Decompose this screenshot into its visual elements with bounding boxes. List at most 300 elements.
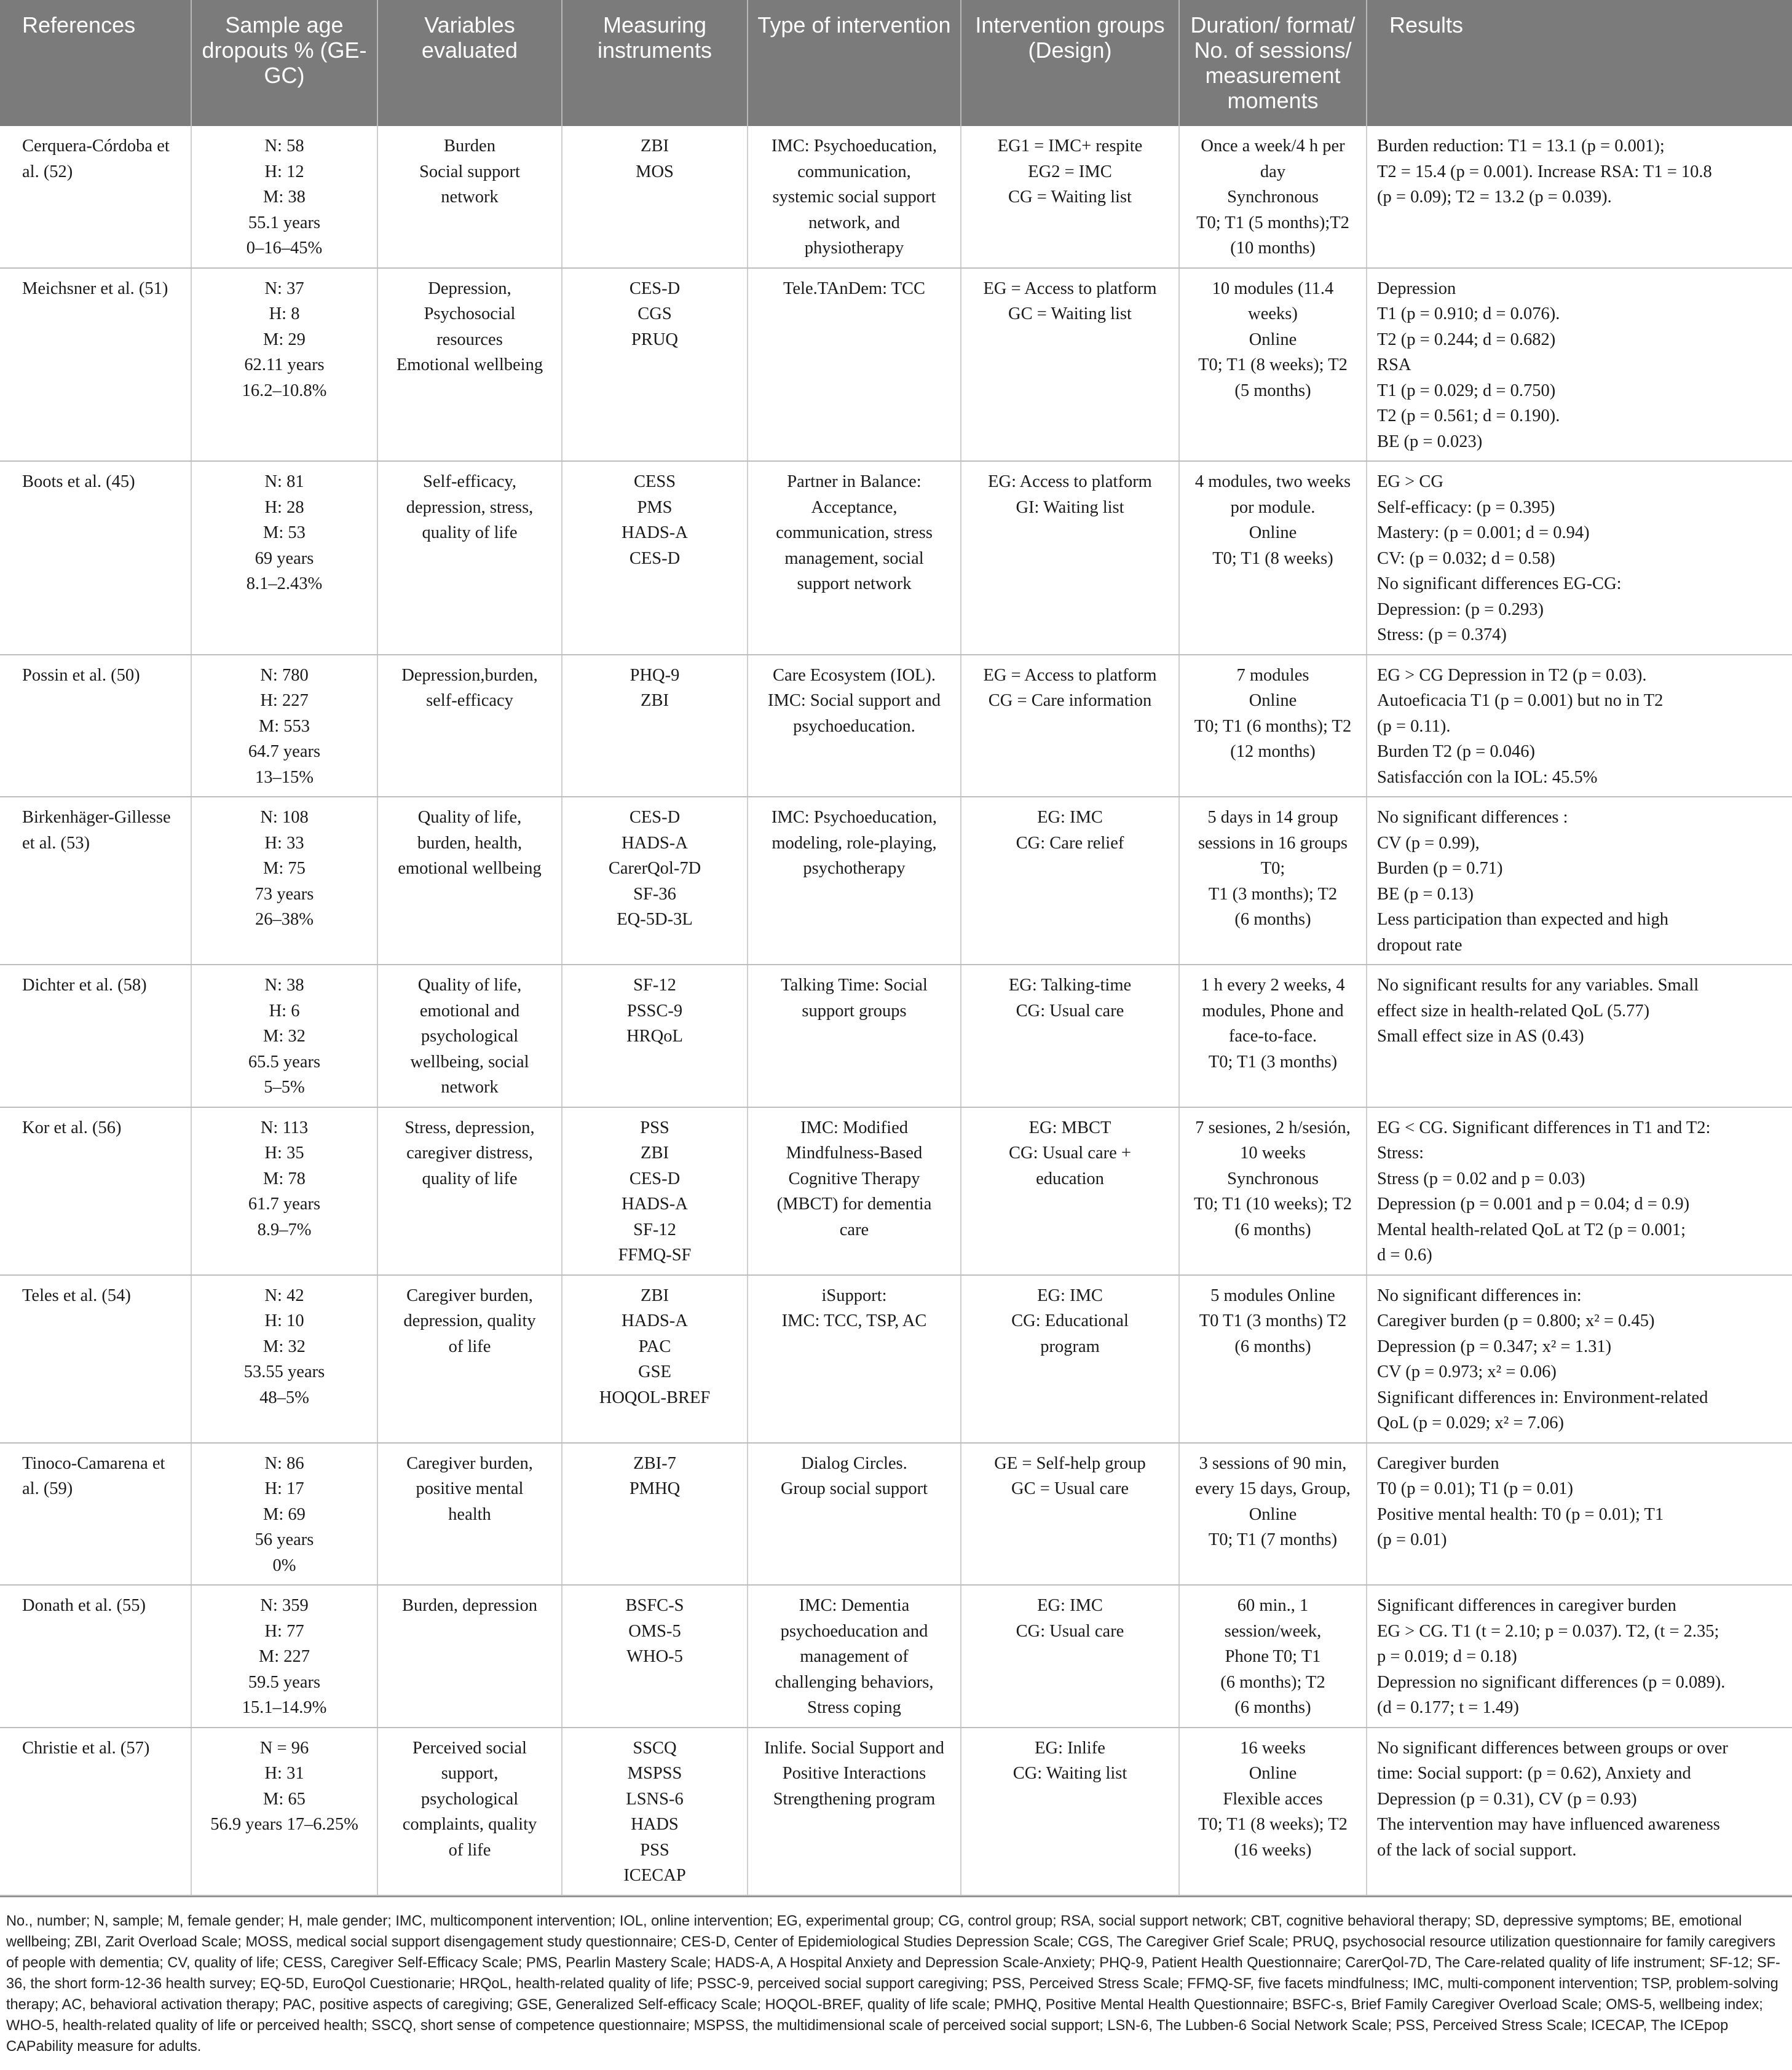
groups-cell [961, 1107, 1179, 1275]
groups-line: CG: Care relief [1016, 833, 1124, 853]
sample-line: N: 37 [264, 279, 304, 298]
intervention-line: (MBCT) for dementia [776, 1195, 932, 1214]
results-line: Stress (p = 0.02 and p = 0.03) [1377, 1169, 1585, 1188]
variables-cell [377, 1585, 562, 1728]
sample-line: N: 359 [260, 1596, 309, 1615]
duration-line: every 15 days, Group, [1195, 1479, 1351, 1498]
instruments-cell [562, 1585, 748, 1728]
intervention-cell [748, 461, 961, 655]
instruments-line: PSS [640, 1118, 669, 1137]
instruments-line: OMS-5 [628, 1621, 681, 1641]
duration-line: Once a week/4 h per day [1201, 136, 1349, 181]
variables-line: Burden [444, 136, 495, 156]
sample-line: H: 17 [264, 1479, 304, 1498]
instruments-line: CESS [633, 472, 676, 491]
results-line: Burden T2 (p = 0.046) [1377, 742, 1535, 761]
variables-line: emotional and [419, 1001, 520, 1021]
variables-line: quality of life [422, 1169, 518, 1188]
results-line: QoL (p = 0.029; x² = 7.06) [1377, 1413, 1565, 1432]
groups-cell [961, 1585, 1179, 1728]
instruments-line: BSFC-S [625, 1596, 684, 1615]
results-line: T2 (p = 0.244; d = 0.682) [1377, 330, 1556, 349]
instruments-cell [562, 797, 748, 965]
instruments-cell [562, 268, 748, 462]
results-line: effect size in health-related QoL (5.77) [1377, 1001, 1650, 1021]
variables-cell [377, 1443, 562, 1586]
intervention-line: Inlife. Social Support and [764, 1738, 944, 1758]
intervention-line: support groups [802, 1001, 907, 1021]
sample-line: 64.7 years [248, 742, 321, 761]
reference-cell: Tinoco-Camarena et al. (59) [0, 1443, 191, 1586]
results-line: Stress: [1377, 1144, 1424, 1163]
results-line: No significant differences in: [1377, 1286, 1582, 1305]
duration-line: 7 modules [1236, 665, 1309, 685]
duration-line: Online [1249, 1504, 1297, 1524]
sample-line: 55.1 years [248, 213, 321, 232]
groups-cell [961, 461, 1179, 655]
duration-cell [1179, 1443, 1367, 1586]
intervention-line: network, and [808, 213, 900, 232]
duration-cell [1179, 797, 1367, 965]
groups-line: CG: Usual care + [1009, 1144, 1131, 1163]
variables-line: Stress, depression, [405, 1118, 535, 1137]
sample-line: M: 32 [263, 1027, 306, 1046]
groups-line: GC = Usual care [1011, 1479, 1129, 1498]
instruments-line: SF-12 [633, 1220, 676, 1239]
sample-line: H: 28 [264, 497, 304, 517]
intervention-line: psychoeducation and [780, 1621, 928, 1641]
duration-line: (10 months) [1230, 239, 1316, 258]
instruments-line: PSS [640, 1840, 669, 1860]
results-line: Significant differences in: Environment-related [1377, 1388, 1708, 1407]
groups-line: education [1036, 1169, 1104, 1188]
groups-line: CG: Waiting list [1012, 1764, 1127, 1783]
sample-cell [191, 1443, 377, 1586]
table-body [0, 126, 1792, 1895]
sample-line: 73 years [255, 884, 314, 904]
intervention-cell [748, 126, 961, 268]
sample-line: 8.1–2.43% [246, 574, 323, 593]
duration-cell [1179, 1107, 1367, 1275]
table-row [0, 126, 1792, 268]
results-line: Caregiver burden (p = 0.800; x² = 0.45) [1377, 1311, 1655, 1330]
sample-line: 15.1–14.9% [242, 1698, 327, 1717]
variables-line: Burden, depression [401, 1596, 538, 1615]
sample-line: N: 81 [264, 472, 304, 491]
instruments-cell [562, 1275, 748, 1443]
duration-line: T0 T1 (3 months) T2 [1199, 1311, 1347, 1330]
sample-line: M: 29 [263, 330, 306, 349]
results-line: (p = 0.11). [1377, 716, 1451, 736]
sample-cell [191, 268, 377, 462]
intervention-line: support network [797, 574, 912, 593]
header-results: Results [1367, 0, 1792, 126]
variables-line: resources [436, 330, 503, 349]
results-line: Significant differences in caregiver burden [1377, 1596, 1676, 1615]
results-cell [1367, 1275, 1792, 1443]
reference-cell: Kor et al. (56) [0, 1107, 191, 1275]
groups-line: EG: Access to platform [988, 472, 1152, 491]
intervention-line: management, social [784, 548, 924, 568]
groups-cell [961, 1275, 1179, 1443]
instruments-line: CES-D [629, 279, 681, 298]
results-line: BE (p = 0.13) [1377, 884, 1474, 904]
variables-cell [377, 126, 562, 268]
duration-line: 4 modules, two weeks [1194, 472, 1351, 491]
sample-line: H: 77 [264, 1621, 304, 1641]
duration-line: (16 weeks) [1234, 1840, 1312, 1860]
results-line: time: Social support: (p = 0.62), Anxiety and [1377, 1764, 1691, 1783]
instruments-line: SF-36 [633, 884, 676, 904]
variables-line: support, [441, 1764, 499, 1783]
groups-line: GE = Self-help group [994, 1453, 1146, 1473]
sample-cell [191, 797, 377, 965]
intervention-line: care [839, 1220, 869, 1239]
instruments-cell [562, 126, 748, 268]
results-line: EG > CG Depression in T2 (p = 0.03). [1377, 665, 1647, 685]
intervention-line: Acceptance, [811, 497, 898, 517]
intervention-line: IMC: Dementia [799, 1596, 910, 1615]
intervention-line: iSupport: [821, 1286, 887, 1305]
duration-line: (12 months) [1230, 742, 1316, 761]
variables-line: of life [448, 1840, 491, 1860]
sample-line: N: 38 [264, 976, 304, 995]
variables-line: health [448, 1504, 491, 1524]
variables-line: network [441, 1078, 499, 1097]
sample-line: H: 8 [269, 304, 300, 323]
duration-cell [1179, 1585, 1367, 1728]
variables-line: Caregiver burden, [406, 1453, 533, 1473]
header-intervention-groups: Intervention groups (Design) [961, 0, 1179, 126]
header-duration: Duration/ format/ No. of sessions/ measurement moments [1179, 0, 1367, 126]
header-references: References [0, 0, 191, 126]
sample-line: N: 58 [264, 136, 304, 156]
table-footnote: No., number; N, sample; M, female gender; H, male gender; IMC, multicomponent intervention; IOL, online intervention; EG, experimental group; CG, control group; RSA, social support network; CBT, cognitive behavioral therapy; SD, depressive symptoms; BE, emotional wellbeing; ZBI, Zarit Overload Scale; MOSS, medical social support disengagement study questionnaire; CES-D, Center of Epidemiological Studies Depression Scale; CGS, The Caregiver Grief Scale; PRUQ, psychosocial resource utilization questionnaire for family caregivers of people with dementia; CV, quality of life; CESS, Caregiver Self-Efficacy Scale; PMS, Pearlin Mastery Scale; HADS-A, A Hospital Anxiety and Depression Scale-Anxiety; PHQ-9, Patient Health Questionnaire; CarerQol-7D, The Care-related quality of life instrument; SF-12; SF-36, the short form-12-36 health survey; EQ-5D, EuroQol Cuestionarie; HRQoL, health-related quality of life; PSSC-9, perceived social support caregiving; PSS, Perceived Stress Scale; FFMQ-SF, five facets mindfulness; IMC, multi-component intervention; TSP, problem-solving therapy; AC, behavioral activation therapy; PAC, positive aspects of caregiving; GSE, Generalized Self-efficacy Scale; HOQOL-BREF, quality of life scale; PMHQ, Positive Mental Health Questionnaire; BSFC-s, Brief Family Caregiver Overload Scale; OMS-5, wellbeing index; WHO-5, health-related quality of life or perceived health; SSCQ, short sense of competence questionnaire; MSPSS, the multidimensional scale of perceived social support; LSN-6, The Lubben-6 Social Network Scale; PSS, Perceived Stress Scale; ICECAP, The ICEpop CAPability measure for adults. [0, 1896, 1792, 2057]
instruments-line: PMS [637, 497, 673, 517]
table-header-row [0, 0, 1792, 126]
instruments-line: PMHQ [629, 1479, 681, 1498]
results-line: T2 = 15.4 (p = 0.001). Increase RSA: T1 = 10.8 [1377, 162, 1712, 181]
results-cell [1367, 965, 1792, 1107]
sample-line: M: 69 [263, 1504, 306, 1524]
sample-line: 62.11 years [244, 355, 325, 374]
results-line: CV (p = 0.973; x² = 0.06) [1377, 1362, 1557, 1381]
sample-line: 5–5% [264, 1078, 305, 1097]
variables-line: depression, stress, [406, 497, 534, 517]
sample-line: 26–38% [255, 910, 314, 929]
sample-line: H: 10 [264, 1311, 304, 1330]
results-line: Satisfacción con la IOL: 45.5% [1377, 767, 1598, 787]
instruments-line: SSCQ [633, 1738, 677, 1758]
instruments-line: HRQoL [626, 1027, 683, 1046]
instruments-line: EQ-5D-3L [617, 910, 693, 929]
groups-line: CG: Usual care [1016, 1621, 1124, 1641]
sample-cell [191, 655, 377, 797]
results-line: p = 0.019; d = 0.18) [1377, 1647, 1517, 1666]
instruments-line: HADS-A [622, 833, 688, 853]
groups-line: EG: Inlife [1035, 1738, 1105, 1758]
duration-line: 60 min., 1 session/week, [1224, 1596, 1322, 1641]
variables-line: Social support [419, 162, 520, 181]
groups-line: EG: IMC [1037, 1286, 1103, 1305]
reference-cell: Teles et al. (54) [0, 1275, 191, 1443]
variables-cell [377, 268, 562, 462]
intervention-line: challenging behaviors, [775, 1672, 934, 1692]
instruments-cell [562, 1107, 748, 1275]
instruments-cell [562, 1443, 748, 1586]
instruments-line: HADS [631, 1815, 679, 1834]
intervention-cell [748, 1728, 961, 1895]
intervention-line: communication, stress [776, 523, 933, 542]
table-row [0, 797, 1792, 965]
variables-line: Emotional wellbeing [396, 355, 543, 374]
duration-cell [1179, 1728, 1367, 1895]
groups-line: EG1 = IMC+ respite [997, 136, 1143, 156]
duration-line: (6 months) [1234, 1220, 1311, 1239]
duration-line: 10 modules (11.4 weeks) [1212, 279, 1338, 323]
variables-cell [377, 965, 562, 1107]
variables-line: Quality of life, [417, 976, 522, 995]
results-line: Depression (p = 0.001 and p = 0.04; d = 0.9) [1377, 1195, 1690, 1214]
duration-line: T0; T1 (8 weeks); T2 [1198, 355, 1348, 374]
groups-cell [961, 797, 1179, 965]
table-row [0, 965, 1792, 1107]
sample-line: 48–5% [259, 1388, 309, 1407]
sample-line: M: 53 [263, 523, 306, 542]
intervention-cell [748, 1585, 961, 1728]
results-line: No significant differences : [1377, 808, 1568, 827]
results-line: T0 (p = 0.01); T1 (p = 0.01) [1377, 1479, 1573, 1498]
variables-line: complaints, quality [402, 1815, 537, 1834]
results-line: T2 (p = 0.561; d = 0.190). [1377, 406, 1560, 425]
sample-line: 0–16–45% [246, 239, 323, 258]
duration-cell [1179, 965, 1367, 1107]
variables-cell [377, 1107, 562, 1275]
results-line: Depression: (p = 0.293) [1377, 599, 1544, 619]
results-line: EG < CG. Significant differences in T1 and T2: [1377, 1118, 1711, 1137]
groups-line: CG: Educational [1011, 1311, 1129, 1330]
sample-line: H: 6 [269, 1001, 300, 1021]
variables-line: emotional wellbeing [398, 859, 542, 878]
duration-line: face-to-face. [1228, 1027, 1317, 1046]
results-line: d = 0.6) [1377, 1246, 1432, 1265]
sample-line: 59.5 years [248, 1672, 321, 1692]
results-line: dropout rate [1377, 935, 1462, 955]
results-line: Depression (p = 0.31), CV (p = 0.93) [1377, 1789, 1637, 1809]
sample-line: M: 65 [263, 1789, 306, 1809]
duration-line: 7 sesiones, 2 h/sesión, [1195, 1118, 1351, 1137]
intervention-line: IMC: Psychoeducation, [771, 136, 937, 156]
groups-cell [961, 965, 1179, 1107]
duration-cell [1179, 1275, 1367, 1443]
results-line: Autoeficacia T1 (p = 0.001) but no in T2 [1377, 691, 1664, 710]
header-intervention-type: Type of intervention [748, 0, 961, 126]
reference-cell: Dichter et al. (58) [0, 965, 191, 1107]
duration-line: Flexible acces [1223, 1789, 1323, 1809]
sample-line: 8.9–7% [257, 1220, 312, 1239]
sample-line: H: 227 [260, 691, 309, 710]
duration-line: Phone T0; T1 [1225, 1647, 1321, 1666]
sample-cell [191, 1728, 377, 1895]
groups-line: GI: Waiting list [1016, 497, 1124, 517]
sample-line: 53.55 years [243, 1362, 325, 1381]
instruments-line: WHO-5 [626, 1647, 683, 1666]
instruments-line: HADS-A [622, 1195, 688, 1214]
intervention-cell [748, 1443, 961, 1586]
reference-cell: Christie et al. (57) [0, 1728, 191, 1895]
instruments-line: HADS-A [622, 523, 688, 542]
reference-cell: Boots et al. (45) [0, 461, 191, 655]
results-line: RSA [1377, 355, 1411, 374]
intervention-line: Positive Interactions [782, 1764, 926, 1783]
results-cell [1367, 461, 1792, 655]
reference-cell: Meichsner et al. (51) [0, 268, 191, 462]
duration-line: T0; T1 (8 weeks); T2 [1198, 1815, 1348, 1834]
variables-line: Caregiver burden, [406, 1286, 533, 1305]
instruments-line: ZBI-7 [633, 1453, 676, 1473]
duration-line: 5 modules Online [1210, 1286, 1335, 1305]
duration-cell [1179, 126, 1367, 268]
results-line: (d = 0.177; t = 1.49) [1377, 1698, 1519, 1717]
variables-line: of life [448, 1337, 491, 1356]
duration-line: T0; T1 (3 months) [1208, 1052, 1338, 1072]
sample-cell [191, 461, 377, 655]
table-row [0, 1728, 1792, 1895]
variables-line: Depression, [428, 279, 511, 298]
sample-cell [191, 126, 377, 268]
variables-line: Psychosocial [424, 304, 516, 323]
sample-line: 13–15% [255, 767, 314, 787]
intervention-line: modeling, role-playing, [772, 833, 937, 853]
table-row [0, 1275, 1792, 1443]
intervention-cell [748, 965, 961, 1107]
sample-line: 16.2–10.8% [242, 381, 327, 400]
instruments-cell [562, 655, 748, 797]
intervention-cell [748, 1275, 961, 1443]
results-line: EG > CG [1377, 472, 1443, 491]
sample-line: N: 780 [260, 665, 309, 685]
results-line: No significant results for any variables. Small [1377, 976, 1699, 995]
sample-line: M: 32 [263, 1337, 306, 1356]
duration-line: Synchronous [1227, 188, 1319, 207]
intervention-line: Talking Time: Social [781, 976, 928, 995]
sample-line: M: 75 [263, 859, 306, 878]
intervention-line: IMC: Social support and [767, 691, 941, 710]
sample-line: 56 years [255, 1530, 314, 1549]
groups-cell [961, 1728, 1179, 1895]
intervention-line: psychotherapy [803, 859, 906, 878]
table-row [0, 461, 1792, 655]
instruments-line: PHQ-9 [630, 665, 680, 685]
table-row [0, 1585, 1792, 1728]
results-cell [1367, 1728, 1792, 1895]
results-line: CV: (p = 0.032; d = 0.58) [1377, 548, 1555, 568]
duration-line: 3 sessions of 90 min, [1199, 1453, 1347, 1473]
duration-line: sessions in 16 groups T0; [1198, 833, 1352, 878]
sample-line: 69 years [255, 548, 314, 568]
results-line: Stress: (p = 0.374) [1377, 625, 1507, 644]
results-cell [1367, 797, 1792, 965]
sample-line: M: 38 [263, 188, 306, 207]
sample-line: H: 35 [264, 1144, 304, 1163]
duration-line: T1 (3 months); T2 [1208, 884, 1338, 904]
results-line: Burden (p = 0.71) [1377, 859, 1503, 878]
groups-line: EG: IMC [1037, 808, 1103, 827]
results-line: Depression [1377, 279, 1456, 298]
groups-line: CG = Care information [988, 691, 1152, 710]
reference-cell: Donath et al. (55) [0, 1585, 191, 1728]
variables-line: psychological [420, 1027, 519, 1046]
groups-line: EG: MBCT [1028, 1118, 1111, 1137]
instruments-line: CES-D [629, 548, 681, 568]
intervention-cell [748, 655, 961, 797]
instruments-line: ZBI [641, 136, 669, 156]
intervention-line: Stress coping [807, 1698, 901, 1717]
sample-line: M: 553 [258, 716, 310, 736]
instruments-line: ZBI [641, 691, 669, 710]
results-cell [1367, 1443, 1792, 1586]
instruments-line: HOQOL-BREF [599, 1388, 711, 1407]
intervention-line: Tele.TAnDem: TCC [783, 279, 926, 298]
variables-cell [377, 1728, 562, 1895]
results-line: Burden reduction: T1 = 13.1 (p = 0.001); [1377, 136, 1665, 156]
intervention-line: physiotherapy [804, 239, 904, 258]
variables-line: psychological [420, 1789, 519, 1809]
sample-line: 56.9 years 17–6.25% [210, 1815, 358, 1834]
sample-cell [191, 965, 377, 1107]
results-line: No significant differences between groups or over [1377, 1738, 1728, 1758]
duration-line: (6 months) [1234, 1698, 1311, 1717]
variables-line: wellbeing, social [410, 1052, 529, 1072]
instruments-line: PRUQ [631, 330, 679, 349]
intervention-line: IMC: Modified [800, 1118, 908, 1137]
instruments-line: ICECAP [623, 1866, 686, 1885]
variables-line: positive mental [416, 1479, 524, 1498]
sample-line: 65.5 years [248, 1052, 321, 1072]
results-cell [1367, 1107, 1792, 1275]
duration-line: Online [1249, 523, 1297, 542]
duration-line: 5 days in 14 group [1207, 808, 1338, 827]
groups-cell [961, 268, 1179, 462]
sample-line: H: 33 [264, 833, 304, 853]
sample-cell [191, 1585, 377, 1728]
results-line: The intervention may have influenced awareness [1377, 1815, 1720, 1834]
reference-cell: Birkenhäger-Gillesse et al. (53) [0, 797, 191, 965]
groups-line: CG = Waiting list [1008, 188, 1132, 207]
results-line: Positive mental health: T0 (p = 0.01); T1 [1377, 1504, 1664, 1524]
groups-line: EG = Access to platform [983, 665, 1157, 685]
variables-line: network [441, 188, 499, 207]
duration-line: modules, Phone and [1202, 1001, 1344, 1021]
intervention-line: Strengthening program [773, 1789, 936, 1809]
duration-line: (6 months) [1234, 910, 1311, 929]
variables-line: Quality of life, [417, 808, 522, 827]
variables-cell [377, 797, 562, 965]
groups-line: EG: IMC [1037, 1596, 1103, 1615]
results-line: (p = 0.01) [1377, 1530, 1447, 1549]
instruments-line: ZBI [641, 1144, 669, 1163]
results-line: EG > CG. T1 (t = 2.10; p = 0.037). T2, (t = 2.35; [1377, 1621, 1719, 1641]
groups-line: EG2 = IMC [1028, 162, 1112, 181]
instruments-line: PSSC-9 [626, 1001, 683, 1021]
duration-line: T0; T1 (8 weeks) [1212, 548, 1333, 568]
duration-line: Online [1249, 330, 1297, 349]
groups-cell [961, 126, 1179, 268]
results-cell [1367, 126, 1792, 268]
results-line: T1 (p = 0.029; d = 0.750) [1377, 381, 1556, 400]
groups-line: GC = Waiting list [1008, 304, 1132, 323]
duration-line: (6 months) [1234, 1337, 1311, 1356]
